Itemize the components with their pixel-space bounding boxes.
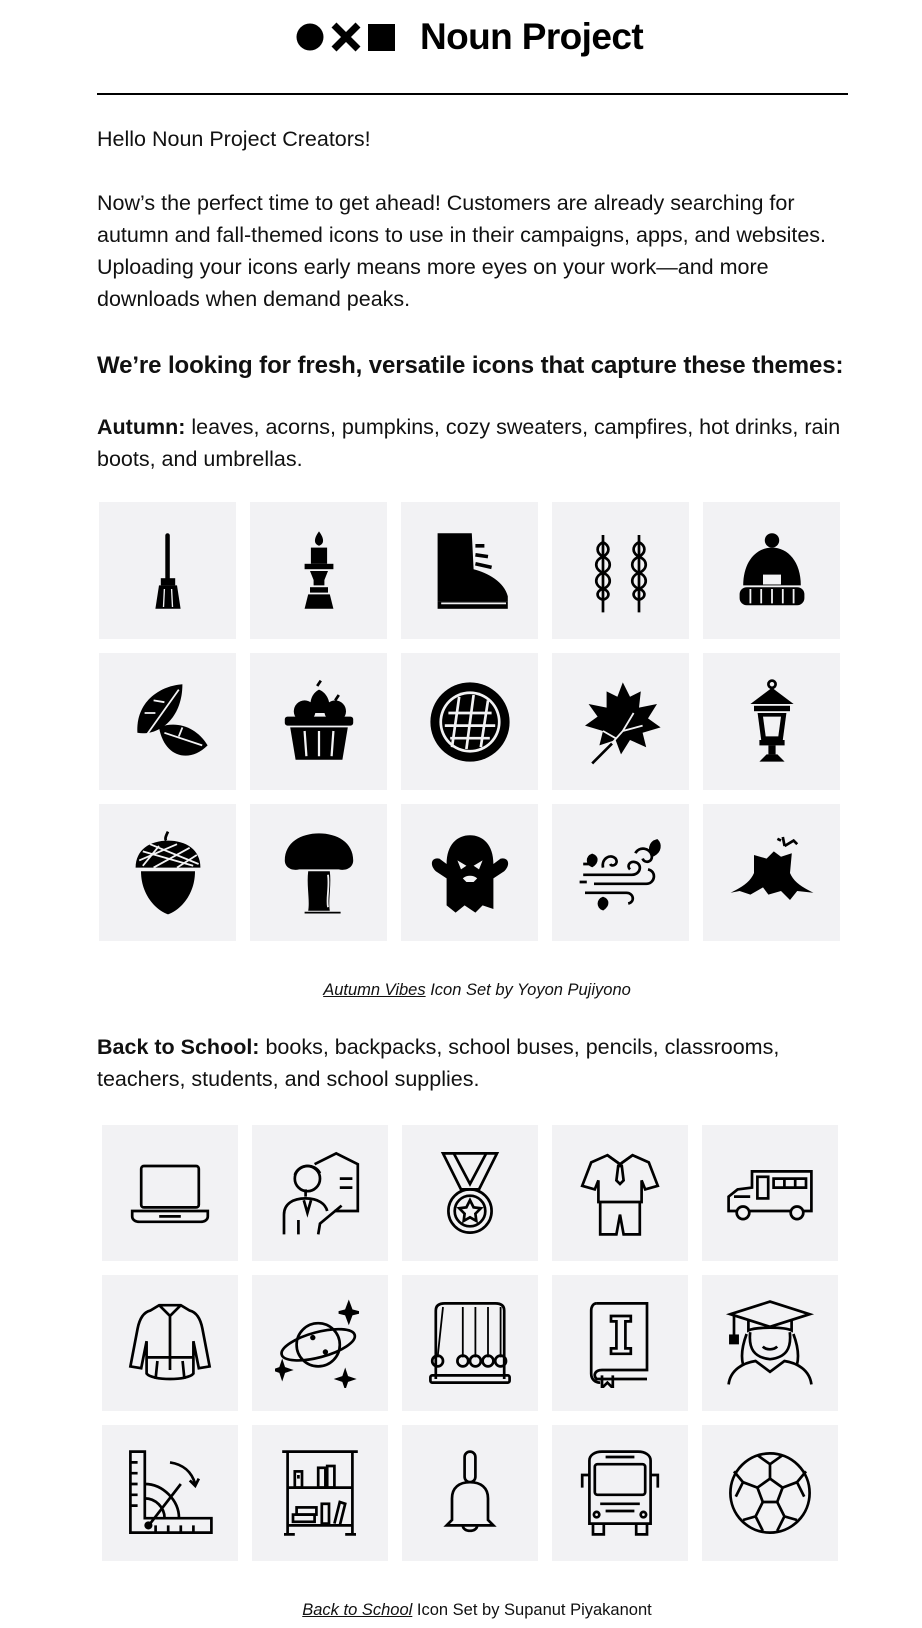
icon-tile[interactable] — [703, 502, 840, 639]
autumn-caption — [97, 979, 857, 1001]
graduate-icon — [725, 1298, 815, 1388]
laptop-icon — [125, 1148, 215, 1238]
icon-tile[interactable] — [99, 804, 236, 941]
icon-tile[interactable] — [402, 1125, 538, 1261]
intro-paragraph: Now’s the perfect time to get ahead! Customers are already searching for autumn and fall-themed icons to use in their campaigns, apps, and websites. Uploading your icons early means more eyes on your work—and more downloads when demand peaks. — [97, 191, 827, 311]
icon-tile[interactable] — [703, 804, 840, 941]
autumn-icon-grid — [99, 502, 857, 941]
icon-tile[interactable] — [102, 1275, 238, 1411]
icon-tile[interactable] — [702, 1425, 838, 1561]
ghost-icon — [425, 828, 515, 918]
autumn-text: leaves, acorns, pumpkins, cozy sweaters, campfires, hot drinks, rain boots, and umbrellas. — [97, 415, 841, 471]
school-icon-grid — [102, 1125, 857, 1561]
icon-tile[interactable] — [552, 804, 689, 941]
broom-icon — [123, 526, 213, 616]
soccer-ball-icon — [725, 1448, 815, 1538]
icon-tile[interactable] — [102, 1125, 238, 1261]
header-divider — [97, 93, 848, 95]
autumn-caption-text: Icon Set by Yoyon Pujiyono — [425, 981, 631, 999]
school-caption-text: Icon Set by Supanut Piyakanont — [412, 1601, 652, 1619]
icon-tile[interactable] — [99, 502, 236, 639]
acorn-icon — [123, 828, 213, 918]
icon-tile[interactable] — [702, 1275, 838, 1411]
leaves-icon — [123, 677, 213, 767]
logo-shapes-icon — [296, 21, 396, 53]
school-caption — [97, 1599, 857, 1621]
bus-front-icon — [575, 1448, 665, 1538]
autumn-theme — [97, 411, 857, 475]
school-set-link[interactable]: Back to School — [302, 1601, 413, 1619]
email-header — [0, 0, 922, 70]
maple-leaf-icon — [576, 677, 666, 767]
pie-icon — [425, 677, 515, 767]
school-label: Back to School: — [97, 1035, 260, 1059]
icon-tile[interactable] — [703, 653, 840, 790]
icon-tile[interactable] — [252, 1425, 388, 1561]
planet-icon — [275, 1298, 365, 1388]
mushroom-icon — [274, 828, 364, 918]
ruler-protractor-icon — [125, 1448, 215, 1538]
icon-tile[interactable] — [552, 1125, 688, 1261]
icon-tile[interactable] — [250, 502, 387, 639]
school-theme — [97, 1031, 857, 1095]
autumn-label: Autumn: — [97, 415, 186, 439]
wind-icon — [576, 828, 666, 918]
icon-tile[interactable] — [250, 804, 387, 941]
icon-tile[interactable] — [402, 1275, 538, 1411]
wheat-icon — [576, 526, 666, 616]
icon-tile[interactable] — [402, 1425, 538, 1561]
icon-tile[interactable] — [702, 1125, 838, 1261]
icon-tile[interactable] — [252, 1125, 388, 1261]
medal-icon — [425, 1148, 515, 1238]
brand-name: Noun Project — [420, 16, 644, 57]
email-body — [97, 118, 857, 1621]
themes-heading: We’re looking for fresh, versatile icons that capture these themes: — [97, 352, 844, 379]
boot-icon — [425, 526, 515, 616]
icon-tile[interactable] — [401, 502, 538, 639]
icon-tile[interactable] — [252, 1275, 388, 1411]
icon-tile[interactable] — [401, 653, 538, 790]
icon-tile[interactable] — [552, 502, 689, 639]
greeting: Hello Noun Project Creators! — [97, 127, 371, 151]
newtons-cradle-icon — [425, 1298, 515, 1388]
icon-tile[interactable] — [552, 1275, 688, 1411]
tree-stump-icon — [727, 828, 817, 918]
lantern-icon — [727, 677, 817, 767]
beanie-icon — [727, 526, 817, 616]
bell-icon — [425, 1448, 515, 1538]
candle-icon — [274, 526, 364, 616]
icon-tile[interactable] — [250, 653, 387, 790]
icon-tile[interactable] — [99, 653, 236, 790]
uniform-icon — [575, 1148, 665, 1238]
autumn-set-link[interactable]: Autumn Vibes — [323, 981, 426, 999]
school-text: books, backpacks, school buses, pencils, classrooms, teachers, students, and school supplies. — [97, 1035, 780, 1091]
icon-tile[interactable] — [102, 1425, 238, 1561]
school-bus-icon — [725, 1148, 815, 1238]
teacher-icon — [275, 1148, 365, 1238]
dress-icon — [125, 1298, 215, 1388]
icon-tile[interactable] — [552, 653, 689, 790]
icon-tile[interactable] — [552, 1425, 688, 1561]
icon-tile[interactable] — [401, 804, 538, 941]
fruit-basket-icon — [274, 677, 364, 767]
book-icon — [575, 1298, 665, 1388]
brand-logo[interactable] — [296, 14, 643, 60]
bookshelf-icon — [275, 1448, 365, 1538]
